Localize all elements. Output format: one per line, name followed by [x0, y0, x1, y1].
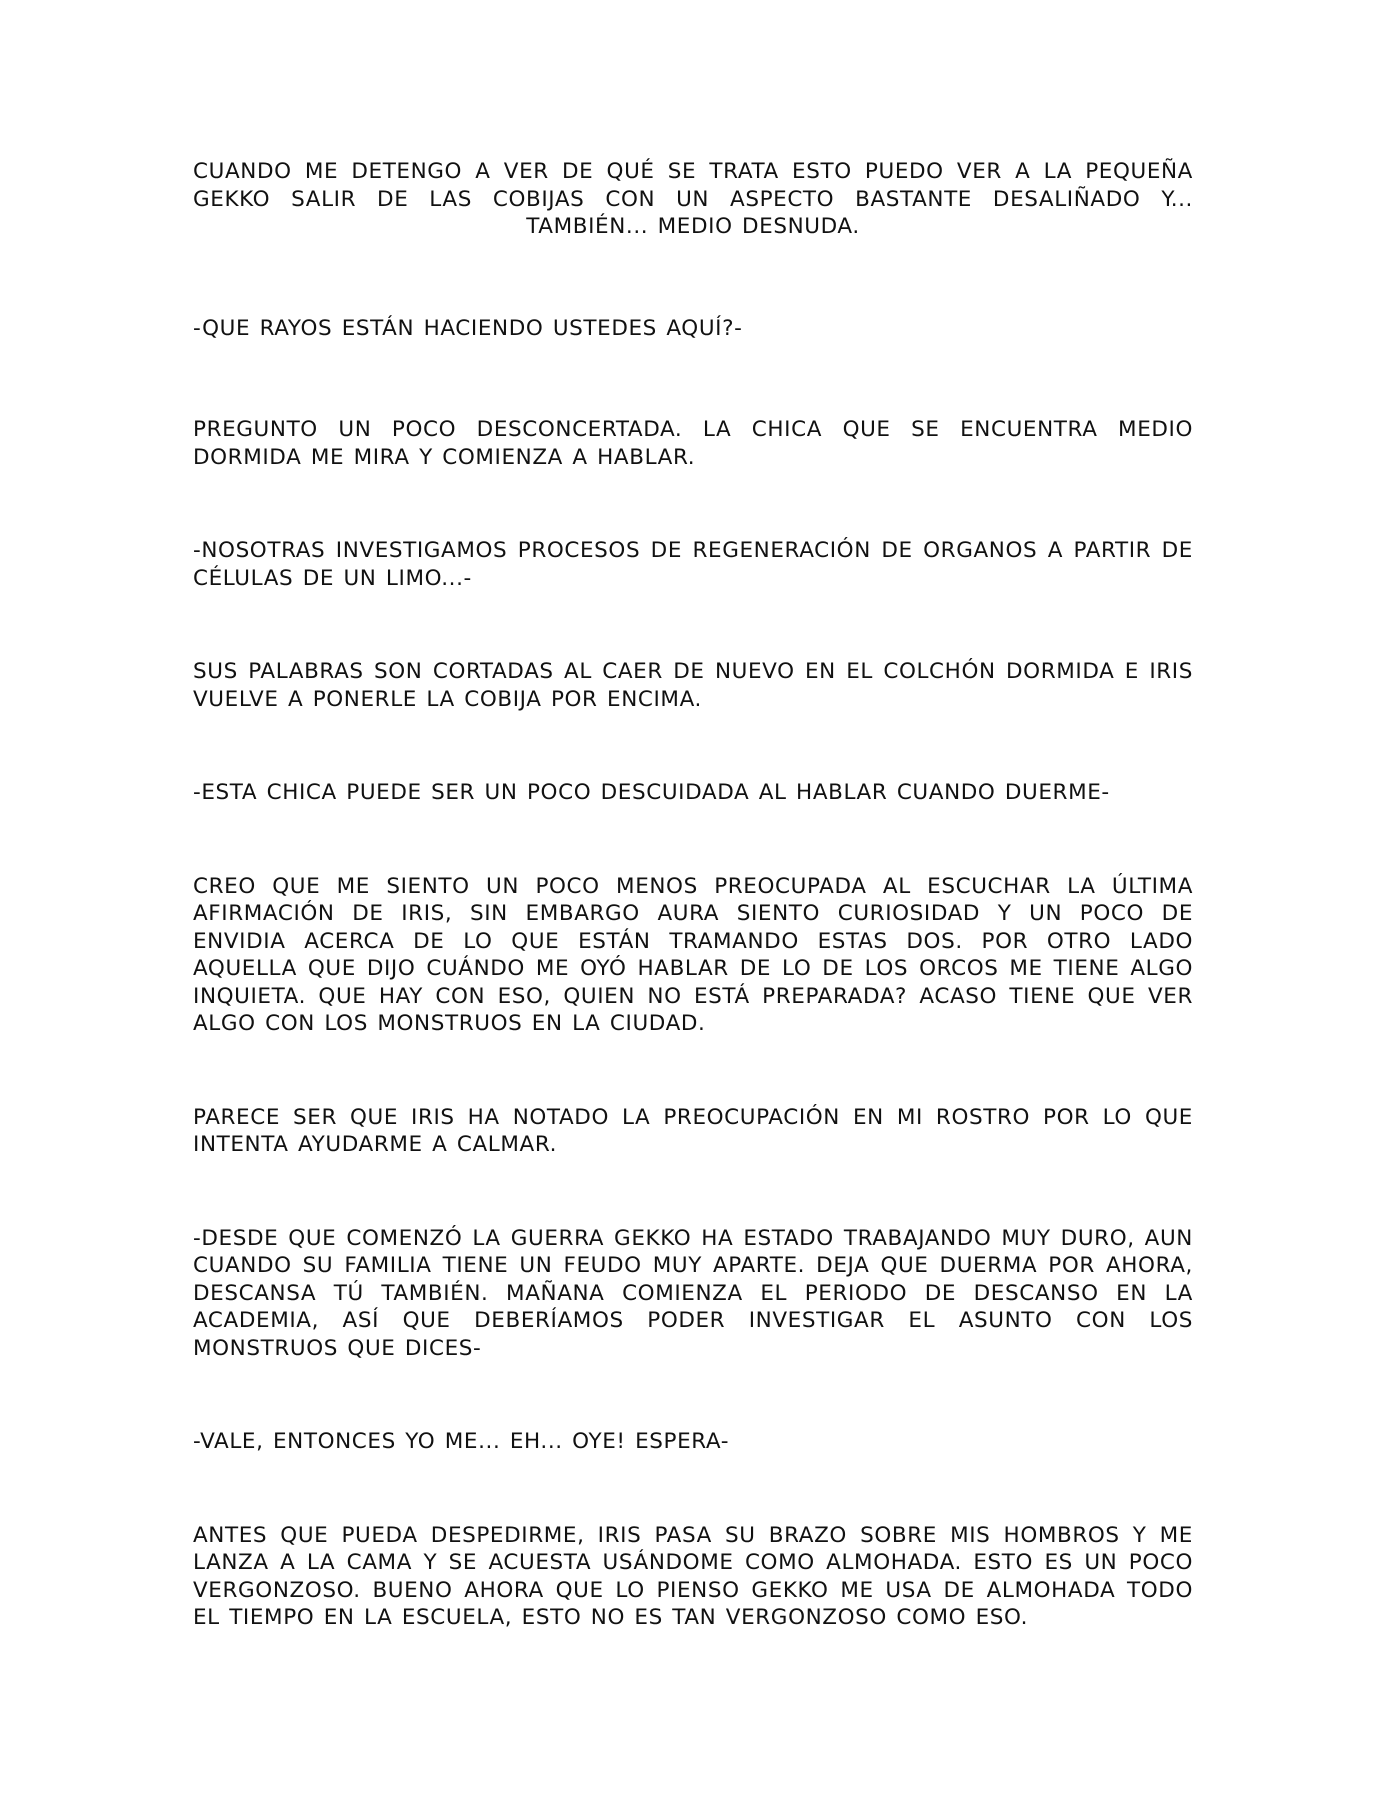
paragraph-1: CUANDO ME DETENGO A VER DE QUÉ SE TRATA ESTO PUEDO VER A LA PEQUEÑA GEKKO SALIR DE LAS COBIJAS CON UN ASPECTO BASTANTE DESALIÑADO Y... TAMBIÉN... MEDIO DESNUDA. [193, 159, 1193, 239]
dialogue-line-3: -ESTA CHICA PUEDE SER UN POCO DESCUIDADA AL HABLAR CUANDO DUERME- [193, 780, 1110, 805]
dialogue-line-1: -QUE RAYOS ESTÁN HACIENDO USTEDES AQUÍ?- [193, 315, 743, 341]
paragraph-4: CREO QUE ME SIENTO UN POCO MENOS PREOCUPADA AL ESCUCHAR LA ÚLTIMA AFIRMACIÓN DE IRIS, SIN EMBARGO AURA SIENTO CURIOSIDAD Y UN POCO DE ENVIDIA ACERCA DE LO QUE ESTÁN TRAMANDO ESTAS DOS. POR OTRO LADO AQUELLA QUE DIJO CUÁNDO ME OYÓ HABLAR DE LO DE LOS ORCOS ME TIENE ALGO INQUIETA. QUE HAY CON ESO, QUIEN NO ESTÁ PREPARADA? ACASO TIENE QUE VER ALGO CON LOS MONSTRUOS EN LA CIUDAD. [193, 873, 1193, 1036]
paragraph-2: PREGUNTO UN POCO DESCONCERTADA. LA CHICA QUE SE ENCUENTRA MEDIO DORMIDA ME MIRA Y COMIENZA A HABLAR. [193, 417, 1193, 470]
paragraph-3: SUS PALABRAS SON CORTADAS AL CAER DE NUEVO EN EL COLCHÓN DORMIDA E IRIS VUELVE A PONERLE LA COBIJA POR ENCIMA. [193, 659, 1193, 712]
dialogue-line-4: -DESDE QUE COMENZÓ LA GUERRA GEKKO HA ESTADO TRABAJANDO MUY DURO, AUN CUANDO SU FAMILIA TIENE UN FEUDO MUY APARTE. DEJA QUE DUERMA POR AHORA, DESCANSA TÚ TAMBIÉN. MAÑANA COMIENZA EL PERIODO DE DESCANSO EN LA ACADEMIA, ASÍ QUE DEBERÍAMOS PODER INVESTIGAR EL ASUNTO CON LOS MONSTRUOS QUE DICES- [193, 1225, 1193, 1361]
paragraph-6: ANTES QUE PUEDA DESPEDIRME, IRIS PASA SU BRAZO SOBRE MIS HOMBROS Y ME LANZA A LA CAMA Y SE ACUESTA USÁNDOME COMO ALMOHADA. ESTO ES UN POCO VERGONZOSO. BUENO AHORA QUE LO PIENSO GEKKO ME USA DE ALMOHADA TODO EL TIEMPO EN LA ESCUELA, ESTO NO ES TAN VERGONZOSO COMO ESO. [193, 1522, 1193, 1630]
document-body [193, 158, 1193, 1632]
paragraph-5: PARECE SER QUE IRIS HA NOTADO LA PREOCUPACIÓN EN MI ROSTRO POR LO QUE INTENTA AYUDARME A CALMAR. [193, 1104, 1193, 1157]
dialogue-line-2: -NOSOTRAS INVESTIGAMOS PROCESOS DE REGENERACIÓN DE ORGANOS A PARTIR DE CÉLULAS DE UN LIMO...- [193, 538, 1193, 591]
dialogue-line-5: -VALE, ENTONCES YO ME... EH... OYE! ESPERA- [193, 1429, 730, 1454]
